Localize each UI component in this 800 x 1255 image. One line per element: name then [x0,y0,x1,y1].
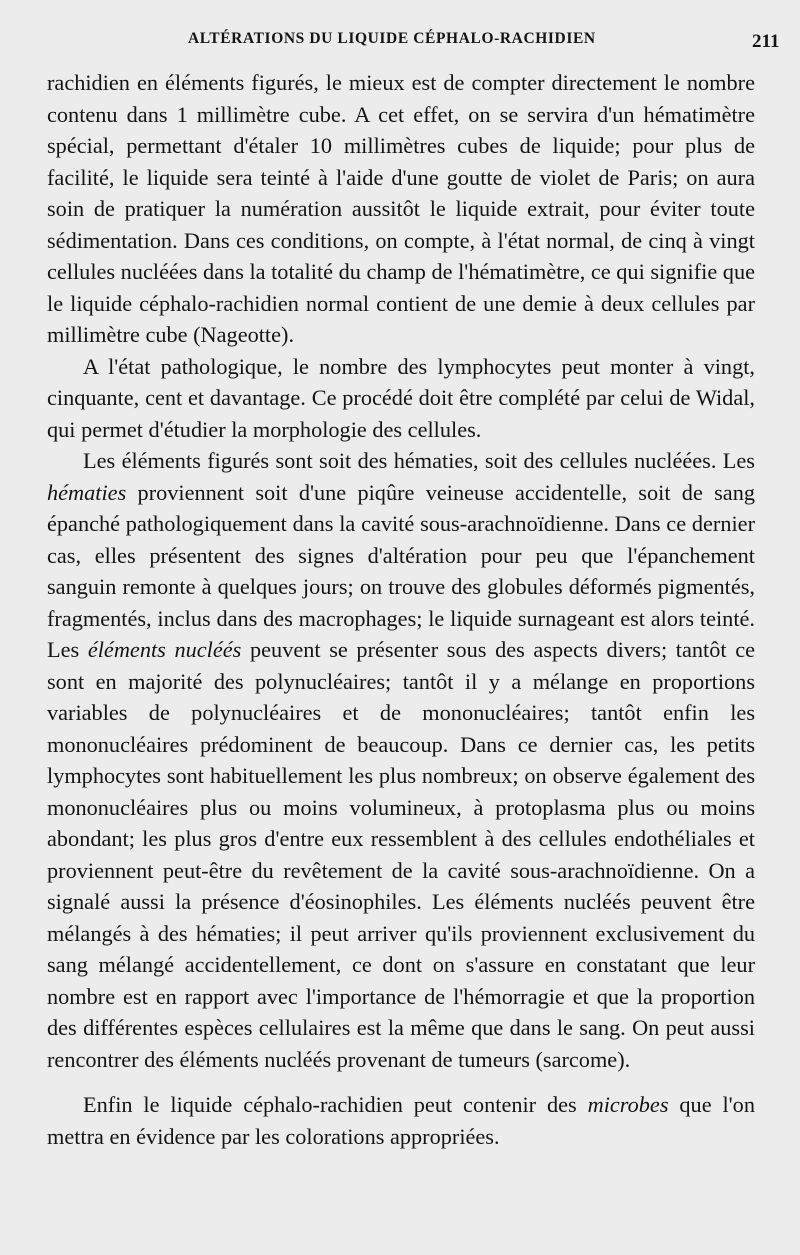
paragraph-3-text-c: peuvent se présenter sous des aspects divers; tantôt ce sont en majorité des polynucléaires; tantôt il y a mélange en proportions variables de polynucléaires et de mononucléaires; tantôt enfin les mononucléaires prédominent de beaucoup. Dans ce dernier cas, les petits lymphocytes sont habituellement les plus nombreux; on observe également des mononucléaires plus ou moins volumineux, à protoplasma plus ou moins abondant; les plus gros d'entre eux ressemblent à des cellules endothéliales et proviennent peut-être du revêtement de la cavité sous-arachnoïdienne. On a signalé aussi la présence d'éosinophiles. Les éléments nucléés peuvent être mélangés à des hématies; il peut arriver qu'ils proviennent exclusivement du sang mélangé accidentellement, ce dont on s'assure en constatant que leur nombre est en rapport avec l'importance de l'hémorragie et que la proportion des différentes espèces cellulaires est la même que dans le sang. On peut aussi rencontrer des éléments nucléés provenant de tumeurs (sarcome). [47,637,755,1072]
italic-term-elements-nuclees: éléments nucléés [87,637,242,662]
paragraph-2: A l'état pathologique, le nombre des lymphocytes peut monter à vingt, cinquante, cent et davantage. Ce procédé doit être complété par celui de Widal, qui permet d'étudier la morphologie des cellules. [47,353,755,442]
paragraph-1: rachidien en éléments figurés, le mieux est de compter directement le nombre contenu dans 1 millimètre cube. A cet effet, on se servira d'un hématimètre spécial, permettant d'étaler 10 millimètres cubes de liquide; pour plus de facilité, le liquide sera teinté à l'aide d'une goutte de violet de Paris; on aura soin de pratiquer la numération aussitôt le liquide extrait, pour éviter toute sédimentation. Dans ces conditions, on compte, à l'état normal, de cinq à vingt cellules nucléées dans la totalité du champ de l'hématimètre, ce qui signifie que le liquide céphalo-rachidien normal contient de une demie à deux cellules par millimètre cube (Nageotte). [47,70,755,347]
italic-term-microbes: microbes [587,1092,669,1117]
paragraph-4 [47,1089,755,1152]
page-number: 211 [752,31,780,52]
paragraph-3 [47,445,755,1075]
paragraph-3-text-b: proviennent soit d'une piqûre veineuse accidentelle, soit de sang épanché pathologiquement dans la cavité sous-arachnoïdienne. Dans ce dernier cas, elles présentent des signes d'altération pour peu que l'épanchement sanguin remonte à quelques jours; on trouve des globules déformés pigmentés, fragmentés, inclus dans des macrophages; le liquide surnageant est alors teinté. Les [47,479,755,662]
page-header [0,30,800,58]
italic-term-hematies: hématies [47,479,127,505]
paragraph-4-text-a: Enfin le liquide céphalo-rachidien peut contenir des [83,1092,588,1117]
paragraph-3-text-a: Les éléments figurés sont soit des hématies, soit des cellules nucléées. Les [83,448,755,473]
paragraph-4-text-b: que l'on mettra en évidence par les colorations appropriées. [47,1092,755,1149]
body-text [47,67,755,1152]
running-title: ALTÉRATIONS DU LIQUIDE CÉPHALO-RACHIDIEN [188,30,596,47]
